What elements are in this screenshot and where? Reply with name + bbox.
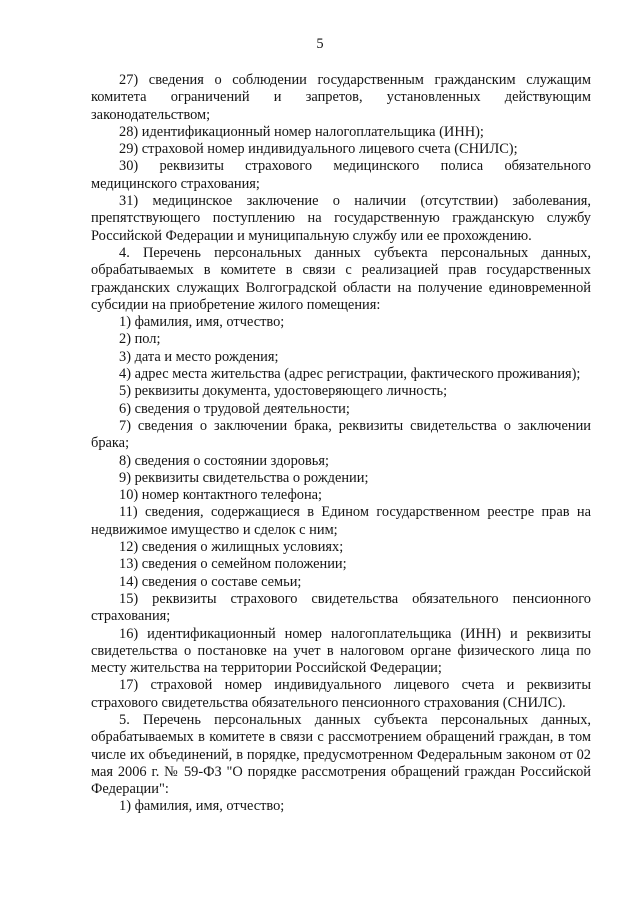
section-4-item-6: 6) сведения о трудовой деятельности; [119,400,350,417]
page-number: 5 [316,36,324,52]
section-4-item-12: 12) сведения о жилищных условиях; [119,539,344,556]
section-4-item-15: 15) реквизиты страхового свидетельства обязательного пенсионного страхования; [91,590,591,625]
list-item-29: 29) страховой номер индивидуального лицевого счета (СНИЛС); [119,141,518,158]
section-4-item-5: 5) реквизиты документа, удостоверяющего личность; [119,383,448,400]
list-item-30: 30) реквизиты страхового медицинского полиса обязательного медицинского страхования; [91,158,591,192]
section-4-item-9: 9) реквизиты свидетельства о рождении; [119,469,369,486]
list-item-31: 31) медицинское заключение о наличии (отсутствии) заболевания, препятствующего поступлению на государственную гражданскую службу Российской Федерации и муниципальную службу или ее прохождению. [91,193,591,244]
section-5-item-1: 1) фамилия, имя, отчество; [119,798,285,815]
section-5-heading: 5. Перечень персональных данных субъекта персональных данных, обрабатываемых в комитете в связи с рассмотрением обращений граждан, в том числе их объединений, в порядке, предусмотренном Федеральным законом от 02 мая 2006 г. № 59-ФЗ "О порядке рассмотрения обращений граждан Российской Федерации": [91,711,591,798]
list-item-28: 28) идентификационный номер налогоплательщика (ИНН); [119,123,484,140]
section-4-item-17: 17) страховой номер индивидуального лицевого счета и реквизиты страхового свидетельства обязательного пенсионного страхования (СНИЛС). [91,677,591,711]
section-4-item-3: 3) дата и место рождения; [119,348,279,365]
section-4-item-4: 4) адрес места жительства (адрес регистрации, фактического проживания); [119,366,581,383]
section-4-item-10: 10) номер контактного телефона; [119,487,323,504]
section-4-heading: 4. Перечень персональных данных субъекта персональных данных, обрабатываемых в комитете в связи с реализацией прав государственных гражданских служащих Волгоградской области на получение единовременной субсидии на приобретение жилого помещения: [91,244,591,313]
document-body [91,72,591,816]
section-4-item-7: 7) сведения о заключении брака, реквизиты свидетельства о заключении брака; [91,417,591,452]
list-item-27: 27) сведения о соблюдении государственным гражданским служащим комитета ограничений и запретов, установленных действующим законодательством; [91,72,591,123]
section-4-item-14: 14) сведения о составе семьи; [119,573,302,590]
section-4-item-8: 8) сведения о состоянии здоровья; [119,452,329,469]
section-4-item-16: 16) идентификационный номер налогоплательщика (ИНН) и реквизиты свидетельства о постановке на учет в налоговом органе физического лица по месту жительства на территории Российской Федерации; [91,625,591,677]
section-4-item-13: 13) сведения о семейном положении; [119,556,347,573]
section-4-item-2: 2) пол; [119,331,161,348]
section-4-item-1: 1) фамилия, имя, отчество; [119,314,285,331]
section-4-item-11: 11) сведения, содержащиеся в Едином государственном реестре прав на недвижимое имущество и сделок с ним; [91,504,591,538]
